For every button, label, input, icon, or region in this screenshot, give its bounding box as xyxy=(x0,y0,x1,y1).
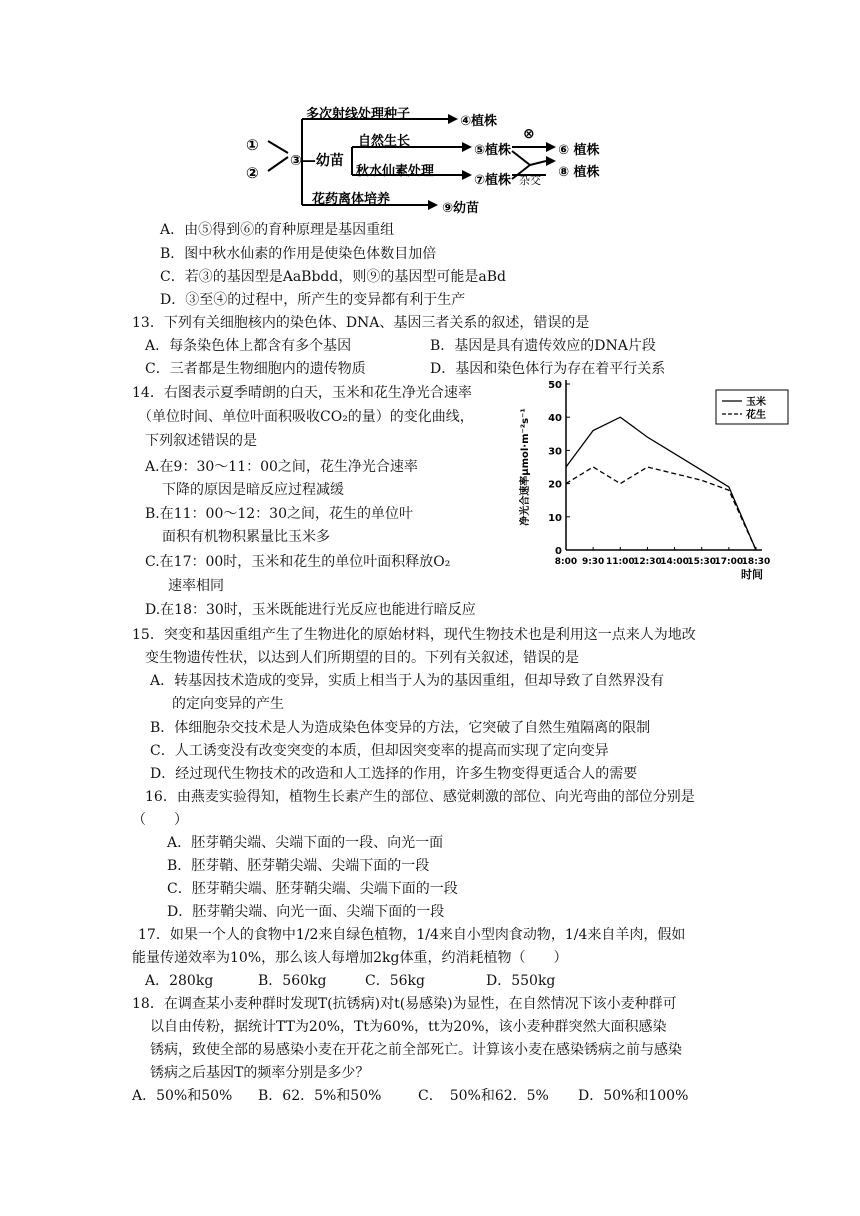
q18-stem-line4: 锈病之后基因T的频率分别是多少？ xyxy=(150,1065,370,1081)
edge-label-colchicine: 秋水仙素处理 xyxy=(356,164,435,179)
q18-stem-line3: 锈病，致使全部的易感染小麦在开花之前全部死亡。计算该小麦在感染锈病之前与感染 xyxy=(150,1042,682,1058)
selfing-symbol: ⊗ xyxy=(523,126,535,142)
q14-option-d: D.在18：30时，玉米既能进行光反应也能进行暗反应 xyxy=(145,602,476,618)
q16-stem-line1: 16．由燕麦实验得知，植物生长素产生的部位、感觉刺激的部位、向光弯曲的部位分别是 xyxy=(145,789,695,805)
x-tick-label: 9:30 xyxy=(581,557,605,567)
edge-label-hybrid: 杂交 xyxy=(519,174,541,187)
x-tick-label: 11:00 xyxy=(605,557,635,567)
q16-option-c: C．胚芽鞘尖端、胚芽鞘尖端、尖端下面的一段 xyxy=(167,881,458,897)
y-tick-label: 0 xyxy=(555,546,562,557)
q14-option-b-line1: B.在11：00～12：30之间，花生的单位叶 xyxy=(145,506,413,522)
q15-option-a-line1: A．转基因技术造成的变异，实质上相当于人为的基因重组，但却导致了自然界没有 xyxy=(150,673,665,689)
q18-option-b: B．62．5%和50% xyxy=(258,1088,382,1104)
x-tick-label: 8:00 xyxy=(554,557,578,567)
x-tick-label: 14:00 xyxy=(660,557,689,567)
flow-node-9: ⑨幼苗 xyxy=(442,201,480,216)
flow-node-2: ② xyxy=(246,164,259,182)
y-axis-label: 净光合速率μmol·m⁻²s⁻¹ xyxy=(520,408,531,526)
q18-stem-line1: 18．在调查某小麦种群时发现T(抗锈病)对t(易感染)为显性，在自然情况下该小麦种群可 xyxy=(132,996,677,1012)
q13-stem: 13．下列有关细胞核内的染色体、DNA、基因三者关系的叙述，错误的是 xyxy=(132,315,590,331)
legend-label-1: 玉米 xyxy=(746,397,766,408)
photosynthesis-rate-chart xyxy=(510,378,800,588)
q14-stem-line2: （单位时间、单位叶面积吸收CO₂的量）的变化曲线， xyxy=(138,409,474,425)
q18-stem-line2: 以自由传粉，据统计TT为20%，Tt为60%，tt为20%，该小麦种群突然大面积感染 xyxy=(150,1019,667,1035)
flow-node-8: ⑧ 植株 xyxy=(558,165,600,180)
y-tick-label: 10 xyxy=(548,512,562,524)
q15-option-b: B．体细胞杂交技术是人为造成染色体变异的方法，它突破了自然生殖隔离的限制 xyxy=(150,720,651,736)
x-tick-label: 18:30 xyxy=(741,557,771,567)
y-tick-label: 30 xyxy=(548,446,562,458)
x-tick-label: 12:30 xyxy=(633,557,662,567)
q16-option-b: B．胚芽鞘、胚芽鞘尖端、尖端下面的一段 xyxy=(167,858,430,874)
q14-option-b-line2: 面积有机物积累量比玉米多 xyxy=(162,529,330,545)
q14-stem-line3: 下列叙述错误的是 xyxy=(145,433,257,449)
x-tick-label: 17:00 xyxy=(714,557,744,567)
q18-option-a: A．50%和50% xyxy=(132,1088,233,1104)
y-tick-label: 50 xyxy=(548,380,562,391)
q18-option-d: D．50%和100% xyxy=(578,1088,689,1104)
y-tick-label: 20 xyxy=(548,479,562,491)
edge-label-natural: 自然生长 xyxy=(358,134,411,149)
q15-stem-line2: 变生物遗传性状，以达到人们所期望的目的。下列有关叙述，错误的是 xyxy=(145,650,579,666)
y-tick-label: 40 xyxy=(548,413,562,425)
edge-label-anther: 花药离体培养 xyxy=(312,192,391,207)
q13-option-c: C．三者都是生物细胞内的遗传物质 xyxy=(145,361,366,377)
q17-option-d: D．550kg xyxy=(486,973,556,989)
q12-option-d: D．③至④的过程中，所产生的变异都有利于生产 xyxy=(160,292,466,308)
q13-option-b: B．基因是具有遗传效应的DNA片段 xyxy=(430,338,656,354)
q17-stem-line2: 能量传递效率为10%，那么该人每增加2kg体重，约消耗植物（ ） xyxy=(132,950,568,966)
flow-node-5: ⑤植株 xyxy=(474,143,512,158)
q13-option-d: D．基因和染色体行为存在着平行关系 xyxy=(430,361,666,377)
q18-option-c: C． 50%和62．5% xyxy=(418,1088,549,1104)
flow-node-6: ⑥ 植株 xyxy=(558,143,600,158)
flow-node-3: ③—幼苗 xyxy=(290,153,344,169)
q15-stem-line1: 15．突变和基因重组产生了生物进化的原始材料，现代生物技术也是利用这一点来人为地改 xyxy=(132,627,696,643)
q14-option-c-line1: C.在17：00时，玉米和花生的单位叶面积释放O₂ xyxy=(145,554,451,570)
x-axis-label: 时间 xyxy=(741,568,763,581)
flow-node-7: ⑦植株 xyxy=(474,173,512,188)
q16-option-a: A．胚芽鞘尖端、尖端下面的一段、向光一面 xyxy=(167,835,444,851)
x-tick-label: 15:30 xyxy=(687,557,717,567)
q12-option-a: A．由⑤得到⑥的育种原理是基因重组 xyxy=(160,222,395,238)
q15-option-d: D．经过现代生物技术的改造和人工选择的作用，许多生物变得更适合人的需要 xyxy=(150,766,638,782)
q13-option-a: A．每条染色体上都含有多个基因 xyxy=(145,338,352,354)
q14-option-a-line2: 下降的原因是暗反应过程减缓 xyxy=(162,482,344,498)
q15-option-a-line2: 的定向变异的产生 xyxy=(172,696,284,712)
legend-label-2: 花生 xyxy=(746,410,766,421)
q15-option-c: C．人工诱变没有改变突变的本质，但却因突变率的提高而实现了定向变异 xyxy=(150,743,609,759)
edge-label-radiation: 多次射线处理种子 xyxy=(306,107,411,122)
series-line-2 xyxy=(566,467,756,550)
q17-option-c: C．56kg xyxy=(365,973,425,989)
q17-option-b: B．560kg xyxy=(258,973,327,989)
q17-stem-line1: 17．如果一个人的食物中1/2来自绿色植物，1/4来自小型肉食动物，1/4来自羊肉，假如 xyxy=(138,927,686,943)
flow-node-4: ④植株 xyxy=(460,114,498,129)
q16-option-d: D．胚芽鞘尖端、向光一面、尖端下面的一段 xyxy=(167,904,445,920)
q14-option-a-line1: A.在9：30～11：00之间，花生净光合速率 xyxy=(145,459,418,475)
q14-stem-line1: 14．右图表示夏季晴朗的白天，玉米和花生净光合速率 xyxy=(132,385,472,401)
series-line-1 xyxy=(566,417,756,550)
flow-node-1: ① xyxy=(246,136,259,154)
q17-option-a: A．280kg xyxy=(145,973,214,989)
q14-option-c-line2: 速率相同 xyxy=(168,578,224,594)
q12-option-c: C．若③的基因型是AaBbdd，则⑨的基因型可能是aBd xyxy=(160,269,506,285)
q16-stem-line2: （ ） xyxy=(132,812,188,828)
q12-option-b: B．图中秋水仙素的作用是使染色体数目加倍 xyxy=(160,246,437,262)
